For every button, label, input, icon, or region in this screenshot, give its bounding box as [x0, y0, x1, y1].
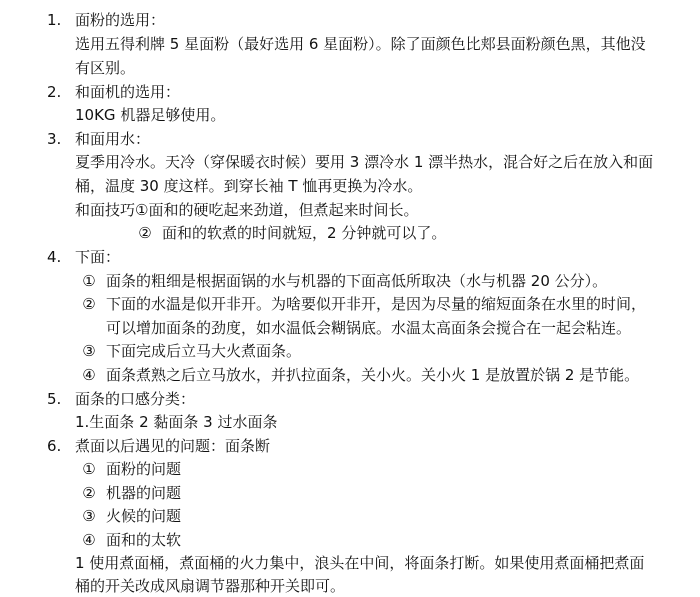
section-6-text-line-2: 桶的开关改成风扇调节器那种开关即可。	[75, 577, 346, 595]
section-4-item-3-text: 下面完成后立马大火煮面条。	[106, 342, 302, 360]
section-4-title: 下面：	[75, 248, 121, 266]
section-3-title: 和面用水：	[75, 130, 151, 148]
section-2-number: 2.	[47, 83, 62, 101]
section-3-text-line-3: 和面技巧①面和的硬吃起来劲道，但煮起来时间长。	[75, 201, 419, 219]
section-1-text-line-2: 有区别。	[75, 59, 136, 77]
section-6-text-line-1: 1 使用煮面桶，煮面桶的火力集中，浪头在中间，将面条打断。如果使用煮面桶把煮面	[75, 554, 645, 572]
section-4-item-4-marker: ④	[82, 366, 96, 384]
section-6-title: 煮面以后遇见的问题：面条断	[75, 437, 271, 455]
section-6-item-2-marker: ②	[82, 484, 96, 502]
section-4-item-2-text-line-1: 下面的水温是似开非开。为啥要似开非开，是因为尽量的缩短面条在水里的时间，	[106, 295, 647, 313]
section-4-item-1-marker: ①	[82, 272, 96, 290]
section-3-sub-2-marker: ②	[138, 224, 152, 242]
section-1-title: 面粉的选用：	[75, 11, 166, 29]
section-3-text-line-1: 夏季用冷水。天冷（穿保暖衣时候）要用 3 漂冷水 1 漂半热水，混合好之后在放入和面	[75, 153, 654, 171]
section-3-number: 3.	[47, 130, 62, 148]
section-5-text-line-1: 1.生面条 2 黏面条 3 过水面条	[75, 413, 278, 431]
section-3-text-line-2: 桶，温度 30 度这样。到穿长袖 T 恤再更换为冷水。	[75, 177, 423, 195]
section-6-number: 6.	[47, 437, 62, 455]
section-2-title: 和面机的选用：	[75, 83, 181, 101]
section-5-title: 面条的口感分类：	[75, 390, 196, 408]
section-4-item-3-marker: ③	[82, 342, 96, 360]
section-6-item-4-marker: ④	[82, 531, 96, 549]
section-4-item-2-marker: ②	[82, 295, 96, 313]
section-4-item-1-text: 面条的粗细是根据面锅的水与机器的下面高低所取决（水与机器 20 公分）。	[106, 272, 608, 290]
section-5-number: 5.	[47, 390, 62, 408]
section-4-item-2-text-line-2: 可以增加面条的劲度，如水温低会糊锅底。水温太高面条会搅合在一起会粘连。	[106, 319, 632, 337]
section-4-item-4-text: 面条煮熟之后立马放水，并扒拉面条，关小火。关小火 1 是放置於锅 2 是节能。	[106, 366, 640, 384]
section-6-item-3-marker: ③	[82, 507, 96, 525]
section-6-item-1-marker: ①	[82, 460, 96, 478]
section-6-item-1-text: 面粉的问题	[106, 460, 182, 478]
section-2-text-line-1: 10KG 机器足够使用。	[75, 106, 226, 124]
section-6-item-3-text: 火候的问题	[106, 507, 182, 525]
section-1-number: 1.	[47, 11, 62, 29]
section-3-sub-2-text: 面和的软煮的时间就短，2 分钟就可以了。	[162, 224, 447, 242]
section-4-number: 4.	[47, 248, 62, 266]
section-1-text-line-1: 选用五得利牌 5 星面粉（最好选用 6 星面粉）。除了面颜色比郏县面粉颜色黑，其他没	[75, 35, 646, 53]
section-6-item-2-text: 机器的问题	[106, 484, 182, 502]
section-6-item-4-text: 面和的太软	[106, 531, 182, 549]
